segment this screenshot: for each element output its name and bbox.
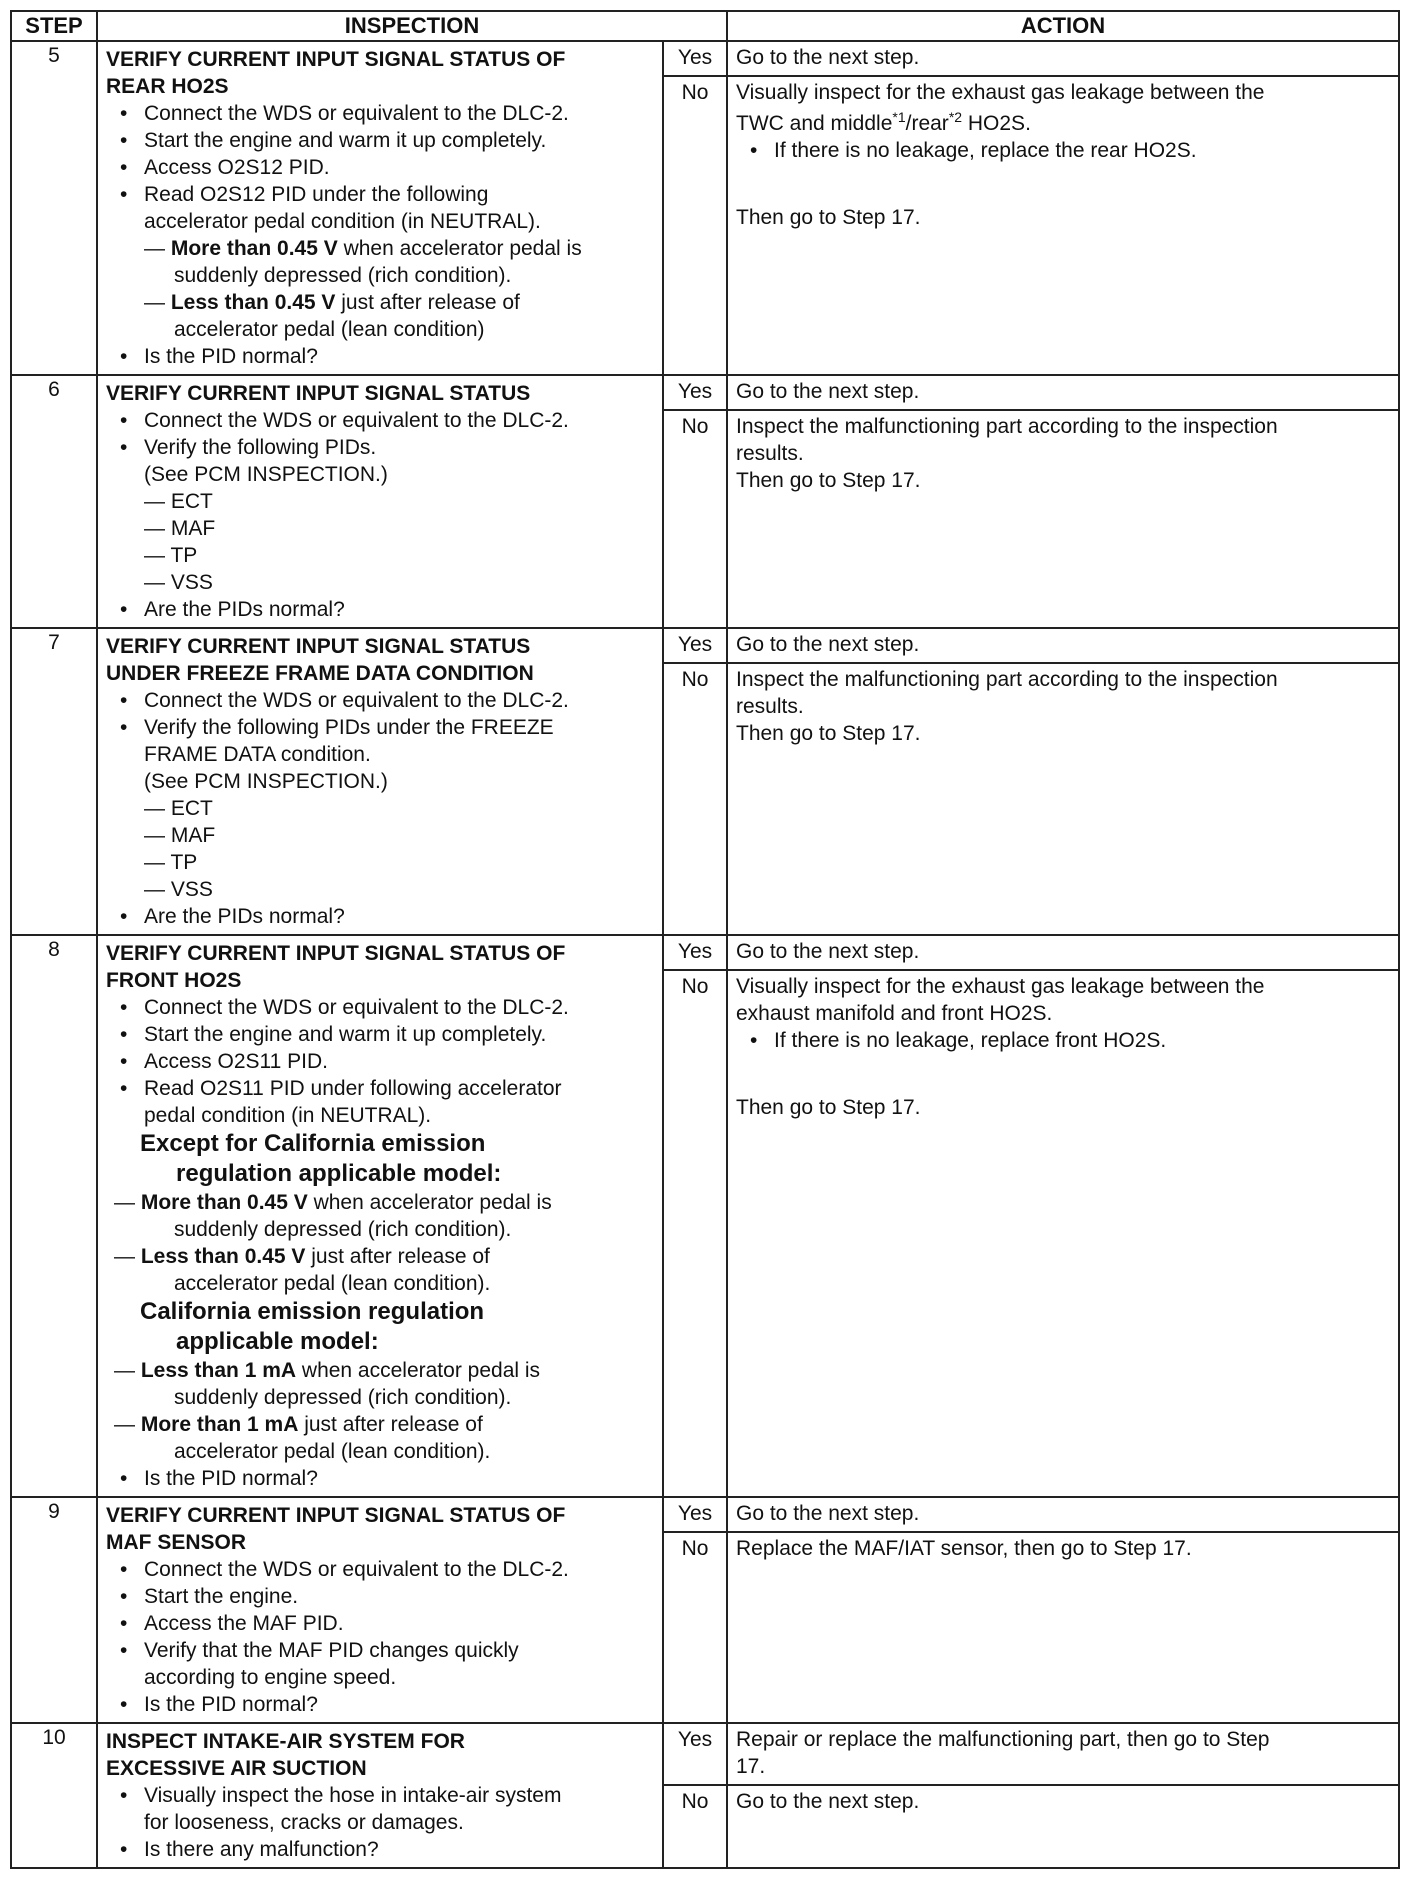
yes-action: Go to the next step. xyxy=(727,935,1399,970)
no-label: No xyxy=(663,410,727,628)
model-heading: Except for California emission xyxy=(140,1130,486,1157)
inspection-list xyxy=(106,1465,654,1492)
step-number: 9 xyxy=(11,1497,97,1723)
action-text: exhaust manifold and front HO2S. xyxy=(736,1002,1053,1025)
action-text: Visually inspect for the exhaust gas leakage between the xyxy=(736,975,1265,998)
pid-item: — VSS xyxy=(144,878,213,901)
reference-note: (See PCM INSPECTION.) xyxy=(144,770,388,793)
yes-action: Go to the next step. xyxy=(727,1497,1399,1532)
condition-text: just after release of xyxy=(335,291,520,314)
spacer xyxy=(736,1054,1390,1094)
list-item xyxy=(144,1637,654,1691)
yes-action xyxy=(727,1723,1399,1785)
list-item: • Access the MAF PID. xyxy=(144,1610,654,1637)
inspection-title: INSPECT INTAKE-AIR SYSTEM FOR xyxy=(106,1730,465,1753)
inspection-cell xyxy=(97,935,663,1497)
inspection-title: VERIFY CURRENT INPUT SIGNAL STATUS OF xyxy=(106,1504,566,1527)
step-number: 7 xyxy=(11,628,97,935)
condition-item: — Less than 0.45 V just after release of xyxy=(114,1245,490,1268)
list-item-text: Read O2S11 PID under following accelerator xyxy=(144,1077,562,1100)
inspection-title: VERIFY CURRENT INPUT SIGNAL STATUS xyxy=(106,635,531,658)
inspection-list xyxy=(106,596,654,623)
no-action xyxy=(727,410,1399,628)
action-then: Then go to Step 17. xyxy=(736,1096,921,1119)
question-item: • Is there any malfunction? xyxy=(144,1836,654,1863)
pid-item: — ECT xyxy=(144,490,213,513)
inspection-title: REAR HO2S xyxy=(106,75,229,98)
no-action: Replace the MAF/IAT sensor, then go to Step 17. xyxy=(727,1532,1399,1723)
yes-label: Yes xyxy=(663,41,727,76)
table-header-row xyxy=(11,11,1399,41)
condition-text: when accelerator pedal is xyxy=(296,1359,541,1382)
inspection-cell xyxy=(97,1723,663,1868)
list-item-text: Verify the following PIDs under the FREEZE xyxy=(144,716,554,739)
yes-label: Yes xyxy=(663,1497,727,1532)
no-label: No xyxy=(663,1532,727,1723)
column-header-step: STEP xyxy=(11,11,97,41)
pid-item: — TP xyxy=(144,851,198,874)
pid-item: — MAF xyxy=(144,517,216,540)
action-text: results. xyxy=(736,695,804,718)
yes-label: Yes xyxy=(663,375,727,410)
step-number: 5 xyxy=(11,41,97,375)
table-row xyxy=(11,935,1399,970)
action-text: HO2S. xyxy=(962,112,1031,135)
list-item: • Access O2S11 PID. xyxy=(144,1048,654,1075)
footnote-mark: *2 xyxy=(948,109,963,125)
table-row xyxy=(11,628,1399,663)
pid-item: — TP xyxy=(144,544,198,567)
condition-threshold: Less than 1 mA xyxy=(140,1359,297,1382)
inspection-list xyxy=(106,687,654,768)
yes-label: Yes xyxy=(663,935,727,970)
no-label: No xyxy=(663,76,727,375)
table-row xyxy=(11,1497,1399,1532)
inspection-list xyxy=(106,903,654,930)
inspection-list xyxy=(106,100,654,235)
action-text: Visually inspect for the exhaust gas leakage between the xyxy=(736,81,1265,104)
condition-text: suddenly depressed (rich condition). xyxy=(174,264,512,287)
list-item: • Connect the WDS or equivalent to the DLC-2. xyxy=(144,407,654,434)
action-list xyxy=(736,1027,1390,1054)
action-then: Then go to Step 17. xyxy=(736,206,921,229)
list-item-text: accelerator pedal condition (in NEUTRAL). xyxy=(144,210,541,233)
list-item-text: for looseness, cracks or damages. xyxy=(144,1811,464,1834)
condition-item: — Less than 1 mA when accelerator pedal is xyxy=(114,1359,541,1382)
question-item: • Is the PID normal? xyxy=(144,343,654,370)
inspection-cell xyxy=(97,628,663,935)
step-number: 6 xyxy=(11,375,97,628)
condition-text: suddenly depressed (rich condition). xyxy=(174,1386,512,1409)
list-item-text: pedal condition (in NEUTRAL). xyxy=(144,1104,432,1127)
footnote-mark: *1 xyxy=(892,109,906,125)
list-item-text: FRAME DATA condition. xyxy=(144,743,371,766)
condition-text: just after release of xyxy=(298,1413,483,1436)
list-item: • Connect the WDS or equivalent to the DLC-2. xyxy=(144,994,654,1021)
list-item xyxy=(144,714,654,768)
inspection-list xyxy=(106,343,654,370)
action-list xyxy=(736,137,1390,164)
action-then: Then go to Step 17. xyxy=(736,722,921,745)
inspection-list xyxy=(106,1782,654,1863)
condition-item: — More than 0.45 V when accelerator pedal is xyxy=(114,1191,552,1214)
reference-note: (See PCM INSPECTION.) xyxy=(144,463,388,486)
inspection-title: MAF SENSOR xyxy=(106,1531,247,1554)
pid-item: — ECT xyxy=(144,797,213,820)
condition-text: accelerator pedal (lean condition). xyxy=(174,1440,491,1463)
list-item-text: Read O2S12 PID under the following xyxy=(144,183,489,206)
inspection-cell xyxy=(97,1497,663,1723)
list-item: • Connect the WDS or equivalent to the DLC-2. xyxy=(144,1556,654,1583)
table-row xyxy=(11,41,1399,76)
condition-item: — More than 0.45 V when accelerator pedal is xyxy=(144,237,582,260)
pid-item: — VSS xyxy=(144,571,213,594)
column-header-inspection: INSPECTION xyxy=(97,11,727,41)
condition-text: suddenly depressed (rich condition). xyxy=(174,1218,512,1241)
model-heading: regulation applicable model: xyxy=(176,1160,502,1187)
yes-label: Yes xyxy=(663,1723,727,1785)
inspection-cell xyxy=(97,375,663,628)
list-item: • If there is no leakage, replace the rear HO2S. xyxy=(774,137,1390,164)
action-text: Inspect the malfunctioning part according to the inspection xyxy=(736,668,1278,691)
inspection-cell xyxy=(97,41,663,375)
inspection-title: VERIFY CURRENT INPUT SIGNAL STATUS xyxy=(106,382,531,405)
condition-threshold: More than 1 mA xyxy=(140,1413,299,1436)
list-item: • Verify the following PIDs. xyxy=(144,434,654,461)
list-item: • Connect the WDS or equivalent to the DLC-2. xyxy=(144,100,654,127)
condition-text: when accelerator pedal is xyxy=(307,1191,552,1214)
condition-text: just after release of xyxy=(305,1245,490,1268)
question-item: • Is the PID normal? xyxy=(144,1691,654,1718)
question-item: • Is the PID normal? xyxy=(144,1465,654,1492)
no-label: No xyxy=(663,663,727,935)
condition-item: — Less than 0.45 V just after release of xyxy=(144,291,520,314)
list-item: • Start the engine and warm it up completely. xyxy=(144,127,654,154)
question-item: • Are the PIDs normal? xyxy=(144,903,654,930)
list-item-text: Visually inspect the hose in intake-air system xyxy=(144,1784,562,1807)
list-item-text: according to engine speed. xyxy=(144,1666,397,1689)
step-number: 10 xyxy=(11,1723,97,1868)
condition-text: when accelerator pedal is xyxy=(337,237,582,260)
condition-item: — More than 1 mA just after release of xyxy=(114,1413,483,1436)
condition-threshold: Less than 0.45 V xyxy=(170,291,336,314)
no-action: Go to the next step. xyxy=(727,1785,1399,1868)
yes-action: Go to the next step. xyxy=(727,375,1399,410)
yes-action: Go to the next step. xyxy=(727,628,1399,663)
question-item: • Are the PIDs normal? xyxy=(144,596,654,623)
action-text: Repair or replace the malfunctioning part, then go to Step xyxy=(736,1728,1270,1751)
condition-threshold: More than 0.45 V xyxy=(170,237,338,260)
condition-text: accelerator pedal (lean condition). xyxy=(174,1272,491,1295)
yes-action: Go to the next step. xyxy=(727,41,1399,76)
action-then: Then go to Step 17. xyxy=(736,469,921,492)
no-action xyxy=(727,663,1399,935)
inspection-title: UNDER FREEZE FRAME DATA CONDITION xyxy=(106,662,534,685)
list-item: • Access O2S12 PID. xyxy=(144,154,654,181)
inspection-title: EXCESSIVE AIR SUCTION xyxy=(106,1757,367,1780)
yes-label: Yes xyxy=(663,628,727,663)
list-item: • Start the engine. xyxy=(144,1583,654,1610)
service-manual-page xyxy=(10,10,1398,1869)
column-header-action: ACTION xyxy=(727,11,1399,41)
pid-item: — MAF xyxy=(144,824,216,847)
list-item: • Start the engine and warm it up completely. xyxy=(144,1021,654,1048)
no-label: No xyxy=(663,1785,727,1868)
model-heading: California emission regulation xyxy=(140,1298,485,1325)
no-label: No xyxy=(663,970,727,1497)
inspection-title: FRONT HO2S xyxy=(106,969,242,992)
table-row xyxy=(11,375,1399,410)
condition-threshold: Less than 0.45 V xyxy=(140,1245,306,1268)
inspection-list xyxy=(106,407,654,461)
table-row xyxy=(11,1723,1399,1785)
list-item xyxy=(144,1782,654,1836)
spacer xyxy=(736,164,1390,204)
list-item: • Connect the WDS or equivalent to the DLC-2. xyxy=(144,687,654,714)
action-text: 17. xyxy=(736,1755,766,1778)
list-item xyxy=(144,181,654,235)
inspection-title: VERIFY CURRENT INPUT SIGNAL STATUS OF xyxy=(106,48,566,71)
action-text: Inspect the malfunctioning part according to the inspection xyxy=(736,415,1278,438)
action-text: TWC and middle xyxy=(736,112,893,135)
no-action xyxy=(727,970,1399,1497)
no-action xyxy=(727,76,1399,375)
diagnostic-procedure-table xyxy=(10,10,1400,1869)
action-text-line xyxy=(736,106,1390,137)
model-heading: applicable model: xyxy=(176,1328,379,1355)
inspection-list xyxy=(106,1556,654,1718)
list-item: • If there is no leakage, replace front HO2S. xyxy=(774,1027,1390,1054)
condition-threshold: More than 0.45 V xyxy=(140,1191,308,1214)
list-item-text: Verify that the MAF PID changes quickly xyxy=(144,1639,519,1662)
action-text: results. xyxy=(736,442,804,465)
inspection-title: VERIFY CURRENT INPUT SIGNAL STATUS OF xyxy=(106,942,566,965)
condition-text: accelerator pedal (lean condition) xyxy=(174,318,485,341)
action-text: /rear xyxy=(905,112,949,135)
step-number: 8 xyxy=(11,935,97,1497)
list-item xyxy=(144,1075,654,1129)
inspection-list xyxy=(106,994,654,1129)
